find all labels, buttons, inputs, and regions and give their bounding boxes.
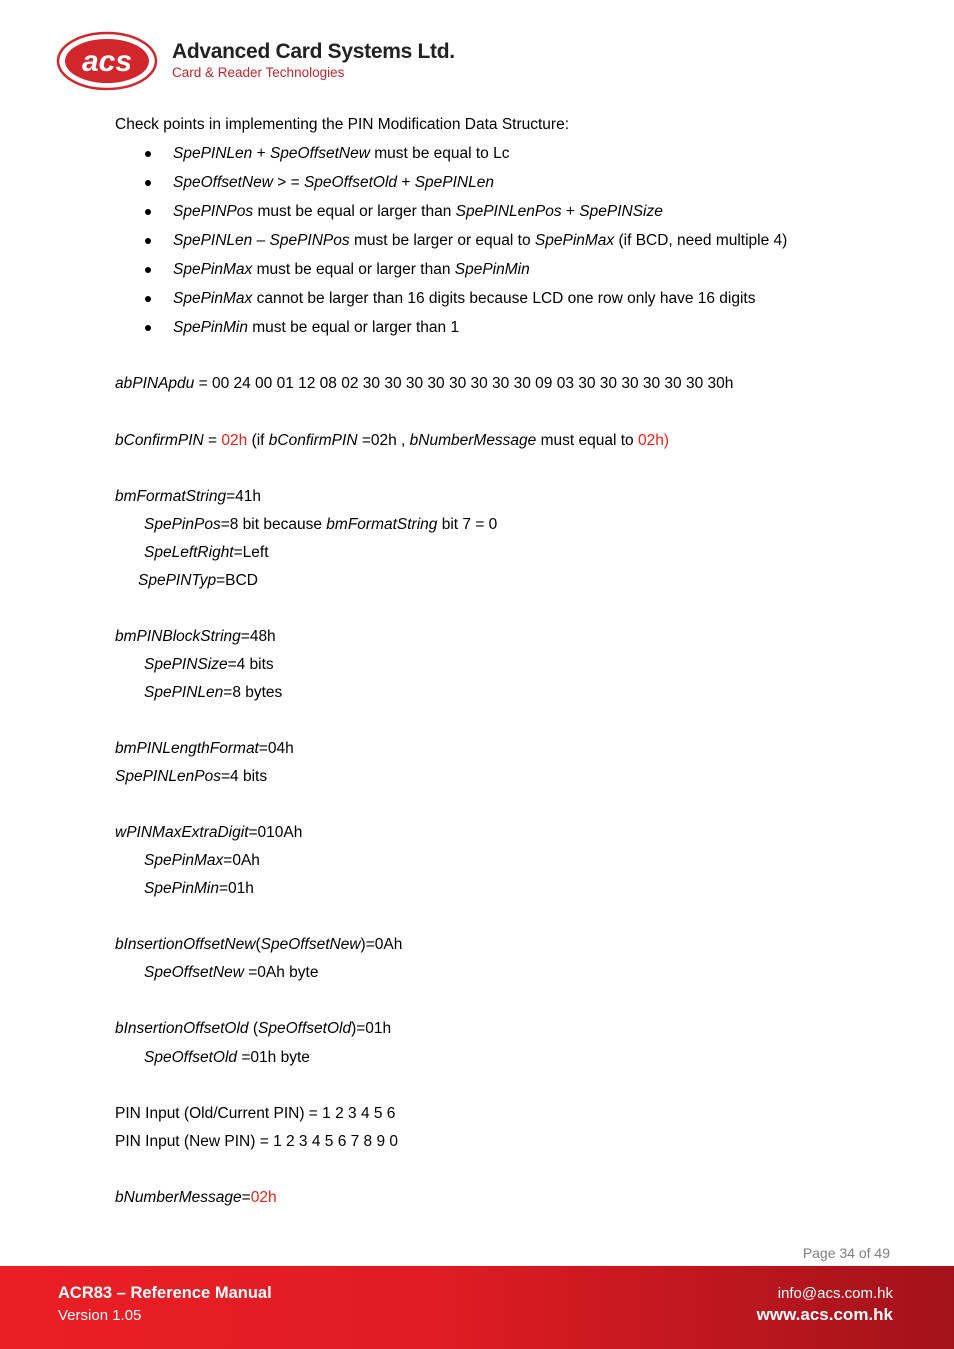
confirm-pin-line: bConfirmPIN = 02h (if bConfirmPIN =02h , bNumberMessage must equal to 02h) (115, 432, 670, 449)
logo-text: acs (81, 45, 133, 78)
insertion-offset-old-line: bInsertionOffsetOld (SpeOffsetOld)=01h (115, 1020, 392, 1037)
bullet-dot (145, 325, 151, 331)
bullet-dot (145, 238, 151, 244)
pin-input-old-line: PIN Input (Old/Current PIN) = 1 2 3 4 5 6 (115, 1105, 396, 1122)
intro-text: Check points in implementing the PIN Modification Data Structure: (115, 116, 570, 133)
spe-pin-typ-line: SpePINTyp=BCD (138, 572, 258, 589)
bullet-item: SpeOffsetNew > = SpeOffsetOld + SpePINLen (173, 174, 494, 191)
pin-length-format-line: bmPINLengthFormat=04h (115, 740, 294, 757)
bullet-item: SpePinMin must be equal or larger than 1 (173, 319, 460, 336)
bullet-dot (145, 267, 151, 273)
footer-doc-title: ACR83 – Reference Manual (58, 1284, 272, 1302)
bullet-dot (145, 151, 151, 157)
spe-pin-pos-line: SpePinPos=8 bit because bmFormatString bit 7 = 0 (144, 516, 498, 533)
bullet-item: SpePinMax cannot be larger than 16 digits because LCD one row only have 16 digits (173, 290, 756, 307)
bullet-item: SpePINLen + SpeOffsetNew must be equal to Lc (173, 145, 510, 162)
company-name: Advanced Card Systems Ltd. (172, 40, 455, 63)
footer-website-link[interactable]: www.acs.com.hk (756, 1305, 893, 1324)
spe-pin-max-line: SpePinMax=0Ah (144, 852, 260, 869)
apdu-line: abPINApdu = 00 24 00 01 12 08 02 30 30 30 30 30 30 30 30 09 03 30 30 30 30 30 30 30h (115, 375, 734, 392)
bullet-item: SpePINLen – SpePINPos must be larger or equal to SpePinMax (if BCD, need multiple 4) (173, 232, 788, 249)
company-tagline: Card & Reader Technologies (172, 65, 345, 80)
footer-email-link[interactable]: info@acs.com.hk (777, 1285, 893, 1302)
spe-pin-len-pos-line: SpePINLenPos=4 bits (115, 768, 268, 785)
insertion-offset-new-line: bInsertionOffsetNew(SpeOffsetNew)=0Ah (115, 936, 403, 953)
pin-input-new-line: PIN Input (New PIN) = 1 2 3 4 5 6 7 8 9 0 (115, 1133, 399, 1150)
spe-pin-size-line: SpePINSize=4 bits (144, 656, 274, 673)
bullet-item: SpePinMax must be equal or larger than SpePinMin (173, 261, 530, 278)
bullet-dot (145, 180, 151, 186)
bullet-item: SpePINPos must be equal or larger than SpePINLenPos + SpePINSize (173, 203, 663, 220)
spe-left-right-line: SpeLeftRight=Left (144, 544, 269, 561)
pin-block-string-line: bmPINBlockString=48h (115, 628, 276, 645)
spe-offset-new-line: SpeOffsetNew =0Ah byte (144, 964, 319, 981)
page-number: Page 34 of 49 (802, 1245, 890, 1261)
format-string-line: bmFormatString=41h (115, 488, 262, 505)
spe-pin-min-line: SpePinMin=01h (144, 880, 254, 897)
number-message-line: bNumberMessage=02h (115, 1189, 277, 1206)
bullet-dot (145, 296, 151, 302)
pin-max-extra-digit-line: wPINMaxExtraDigit=010Ah (115, 824, 303, 841)
bullet-dot (145, 209, 151, 215)
spe-offset-old-line: SpeOffsetOld =01h byte (144, 1049, 310, 1066)
spe-pin-len-line: SpePINLen=8 bytes (144, 684, 283, 701)
footer-version: Version 1.05 (58, 1307, 142, 1324)
acs-logo (55, 30, 159, 92)
